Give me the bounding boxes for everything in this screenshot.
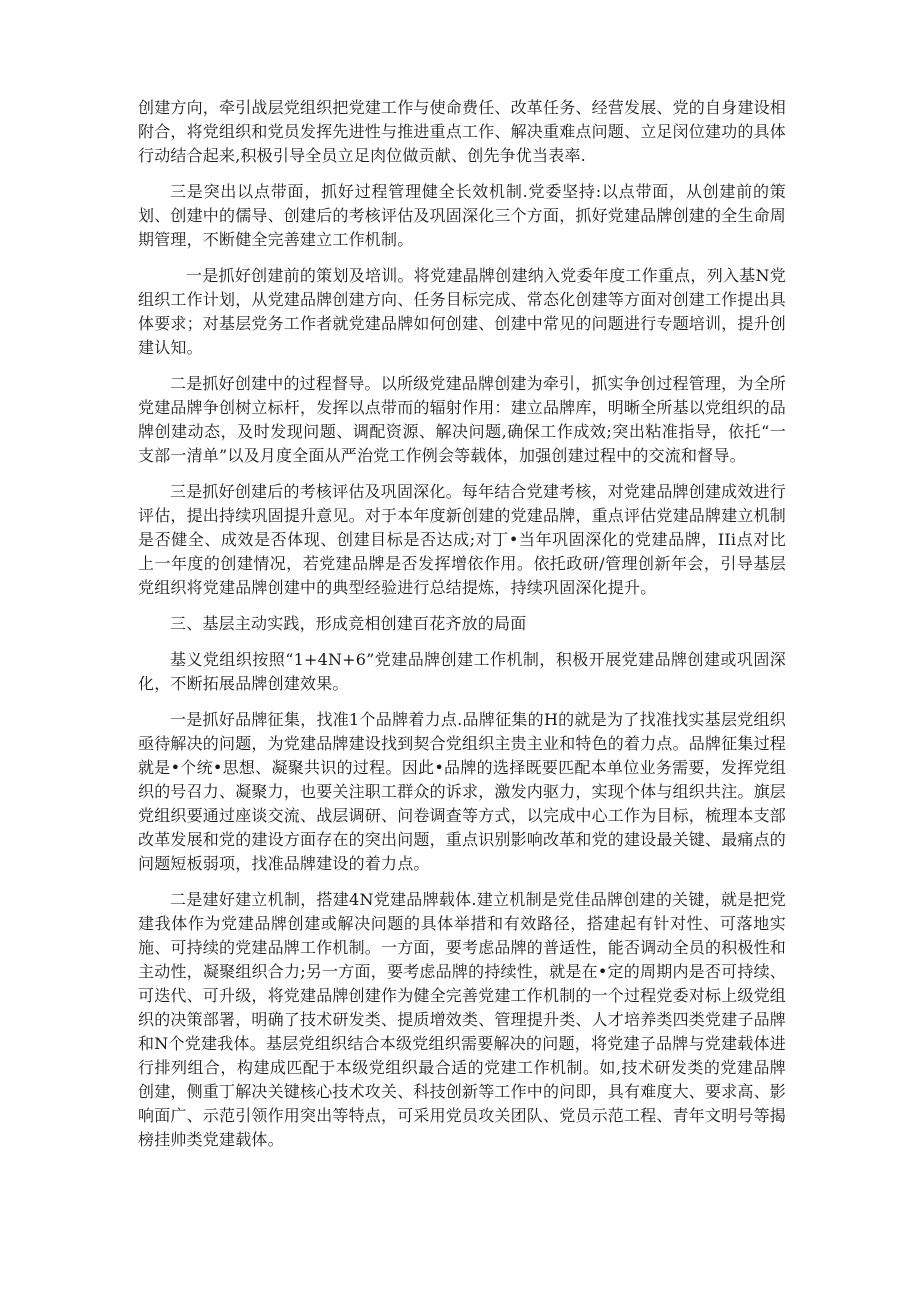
section-heading-grassroots-practice: 三、基层主动实践，形成竞相创建百花齐放的局面 bbox=[170, 614, 527, 633]
paragraph-build-mechanism: 二是建好建立机制，搭建4N党建品牌载体.建立机制是党佳品牌创建的关键，就是把党建我体作为党建品牌创建或解决问题的具体举措和有效路径，搭建起有针对性、可落地实施、可持续的党建品牌工作机制。一方面，要考虑品牌的普适性，能否调动全员的积极性和主动性，凝聚组织合力;另一方面，要考虑品牌的持续性，就是在•定的周期内是否可持续、可迭代、可升级，将党建品牌创建作为健全完善党建工作机制的一个过程党委对标上级党组织的决策部署，明确了技术研发类、提质增效类、管理提升类、人才培养类四类党建子品牌和N个党建我体。基层党组织结合本级党组织需要解决的问题，将党建子品牌与党建载体进行排列组合，构建成匹配于本级党组织最合适的党建工作机制。如,技术研发类的党建品牌创建，侧重丁解决关键核心技术攻关、科技创新等工作中的问即，具有难度大、要求高、影响面广、示范引领作用突出等特点，可采用党员攻关团队、党员示范工程、青年文明号等揭榜挂帅类党建载体。 bbox=[138, 890, 787, 1149]
paragraph-in-process-supervision: 二是抓好创建中的过程督导。以所级党建品牌创建为牵引，抓实争创过程管理，为全所党建品牌争创树立标杆，发挥以点带而的辐射作用：建立品牌库，明晰全所基以党组织的品牌创建动态，及时发现问题、调配资源、解决问题,确保工作成效;突出粘准指导，依托“一支部一清单”以及月度全面从严治党工作例会等载体，加强创建过程中的交流和督导。 bbox=[138, 374, 787, 465]
paragraph-creation-mechanism: 基义党组织按照“1+4N+6”党建品牌创建工作机制，积极开展党建品牌创建或巩固深化，不断拓展品牌创建效果。 bbox=[138, 650, 786, 693]
paragraph-post-creation-evaluation: 三是抓好创建后的考核评估及巩固深化。每年结合党建考核，对党建品牌创建成效进行评估，提出持续巩固提升意见。对于本年度新创建的党建品牌，重点评估党建品牌建立机制是否健全、成效是否体现、创建目标是否达成;对丁•当年巩固深化的党建品牌，IIi点对比上一年度的创建情况，若党建品牌是否发挥增依作用。依托政研/管理创新年会，引导基层党组织将党建品牌创建中的典型经验进行总结提炼，持续巩固深化提升。 bbox=[138, 482, 787, 597]
paragraph-pre-creation-planning: 一是抓好创建前的策划及培训。将党建晶牌创建纳入党委年度工作重点，列入基N党组织工作计划，从党建品牌创建方向、任务目标完成、常态化创建等方面对创建工作提出具体要求；对基层党务工作者就党建品牌如何创建、创建中常见的问题进行专题培训，提升创建认知。 bbox=[138, 266, 787, 357]
paragraph-point-to-area: 三是突出以点带面，抓好过程管理健全长效机制.党委坚持:以点带面，从创建前的策划、创建中的儒导、创建后的考核评估及巩固深化三个方面，抓好党建品牌创建的全生命周期管理，不断健全完善建立工作机制。 bbox=[138, 182, 787, 249]
paragraph-goal-direction: 创建方向，牵引战层党组织把党建工作与使命费任、改革任务、经营发展、党的自身建设相附合，将党组织和党员发挥先进性与推进重点工作、解决重难点问题、立足闵位建功的具体行动结合起来,积极引导全员立足肉位做贡献、创先争优当表率. bbox=[138, 98, 787, 165]
document-page bbox=[138, 96, 786, 1164]
paragraph-brand-collection: 一是抓好品牌征集，找准1个品牌着力点.品牌征集的H的就是为了找准找实基层党组织亟待解决的问题，为党建品牌建设找到契合党组织主贵主业和特色的着力点。品牌征集过程就是•个统•思想、凝聚共识的过程。因此•品牌的选择既要匹配本单位业务需要，发挥党组织的号召力、凝聚力，也要关注职工群众的诉求，激发内驱力，实现个体与组织共注。旗层党组织要通过座谈交流、战层调研、问卷调查等方式，以完成中心工作为目标，梳理本支部改革发展和党的建设方面存在的突出问题，重点识别影响改革和党的建设最关键、最痛点的问题短板弱项，找准品牌建设的着力点。 bbox=[138, 710, 787, 873]
